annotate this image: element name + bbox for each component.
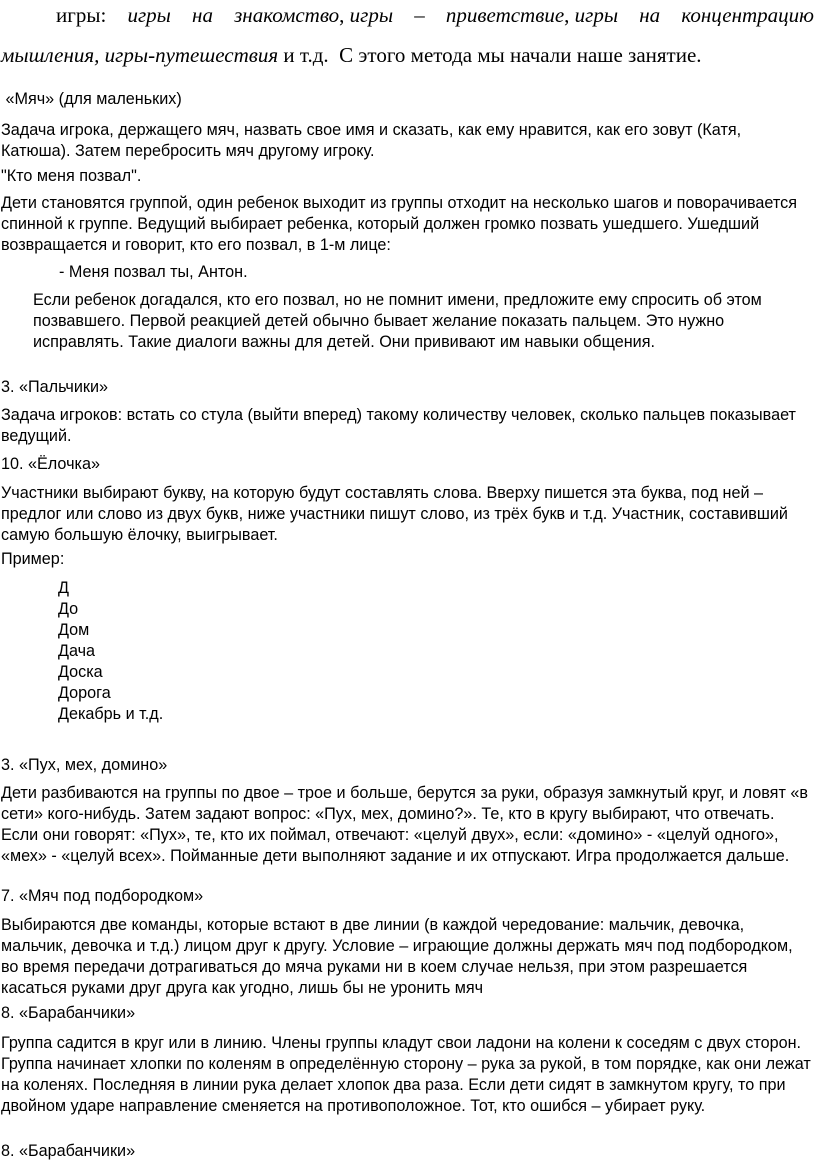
game-who-called-text: Дети становятся группой, один ребенок выходит из группы отходит на несколько шагов и поворачивается спинной к группе. Ведущий выбирает ребенка, который должен громко позвать ушедшего. Ушедший возвращается и говорит, кто его позвал, в 1-м лице: — [1, 194, 797, 254]
intro-word: на — [639, 3, 661, 27]
tree-word: Доска — [58, 663, 103, 681]
game-fluff-text: Дети разбиваются на группы по двое – трое и больше, берутся за руки, образуя замкнутый круг, и ловят «в сети» кого-нибудь. Затем задают вопрос: «Пух, мех, домино?». Те, кто в кругу выбирают, что отвечать. Если они говорят: «Пух», те, кто их поймал, отвечают: «целуй двух», если: «домино» - «целуй одного», «мех» - «целуй всех». Пойманные дети выполняют задание и их отпускают. Игра продолжается дальше. — [1, 784, 808, 865]
game-fingers-title: 3. «Пальчики» — [1, 378, 109, 396]
intro-word: игры — [127, 3, 171, 27]
intro-line-2 — [1, 41, 811, 69]
intro-word: игры: — [56, 3, 107, 27]
game-tree-title: 10. «Ёлочка» — [1, 455, 100, 473]
game-chin-ball-text: Выбираются две команды, которые встают в две линии (в каждой чередование: мальчик, девочка, мальчик, девочка и т.д.) лицом друг к другу. Условие – играющие должны держать мяч под подбородком, во время передачи дотрагиваться до мяча руками ни в коем случае нельзя, при этом разрешается касаться руками друг друга как угодно, лишь бы не уронить мяч — [1, 916, 793, 997]
tree-word: До — [58, 600, 79, 618]
intro-rest: и т.д. С этого метода мы начали наше занятие. — [278, 43, 702, 67]
intro-word: , — [339, 3, 350, 27]
game-fluff-title: 3. «Пух, мех, домино» — [1, 756, 168, 774]
game-fingers-text: Задача игроков: встать со стула (выйти вперед) такому количеству человек, сколько пальцев показывает ведущий. — [1, 406, 796, 445]
tree-word: Декабрь и т.д. — [58, 705, 164, 723]
tree-word: Дорога — [58, 684, 111, 702]
game-tree-words — [58, 578, 358, 725]
tree-word: Дача — [58, 642, 96, 660]
intro-italic: мышления, игры-путешествия — [1, 43, 279, 67]
game-ball-text: Задача игрока, держащего мяч, назвать свое имя и сказать, как ему нравится, как его зовут (Катя, Катюша). Затем перебросить мяч другому игроку. — [1, 121, 742, 160]
intro-word: приветствие — [445, 3, 565, 27]
game-tree-text: Участники выбирают букву, на которую будут составлять слова. Вверху пишется эта буква, под ней – предлог или слово из двух букв, ниже участники пишут слово, из трёх букв и т.д. Участник, составивший самую большую ёлочку, выигрывает. — [1, 484, 788, 544]
intro-word: – — [414, 3, 425, 27]
intro-word: концентрацию — [681, 3, 814, 27]
intro-word: игры — [574, 3, 619, 27]
game-chin-ball-title: 7. «Мяч под подбородком» — [1, 887, 204, 905]
intro-word: знакомство — [234, 3, 340, 27]
intro-line-1 — [56, 1, 814, 29]
intro-word: на — [192, 3, 213, 27]
game-tree-example-label: Пример: — [1, 550, 65, 568]
game-drummers-repeat-title: 8. «Барабанчики» — [1, 1142, 136, 1160]
game-ball-title: «Мяч» (для маленьких) — [1, 90, 182, 108]
intro-word: игры — [349, 3, 394, 27]
tree-word: Дом — [58, 621, 90, 639]
tree-word: Д — [58, 579, 69, 597]
game-who-called-title: "Кто меня позвал". — [1, 167, 142, 185]
game-who-called-example: - Меня позвал ты, Антон. — [59, 263, 248, 281]
intro-word: , — [564, 3, 575, 27]
game-who-called-note: Если ребенок догадался, кто его позвал, но не помнит имени, предложите ему спросить об этом позвавшего. Первой реакцией детей обычно бывает желание показать пальцем. Это нужно исправлять. Такие диалоги важны для детей. Они прививают им навыки общения. — [33, 291, 762, 351]
game-drummers-title: 8. «Барабанчики» — [1, 1004, 136, 1022]
game-drummers-text: Группа садится в круг или в линию. Члены группы кладут свои ладони на колени к соседям с двух сторон. Группа начинает хлопки по коленям в определённую сторону – рука за рукой, в том порядке, как они лежат на коленях. Последняя в линии рука делает хлопок два раза. Если дети сидят в замкнутом кругу, то при двойном ударе направление сменяется на противоположное. Тот, кто ошибся – убирает руку. — [1, 1034, 811, 1115]
